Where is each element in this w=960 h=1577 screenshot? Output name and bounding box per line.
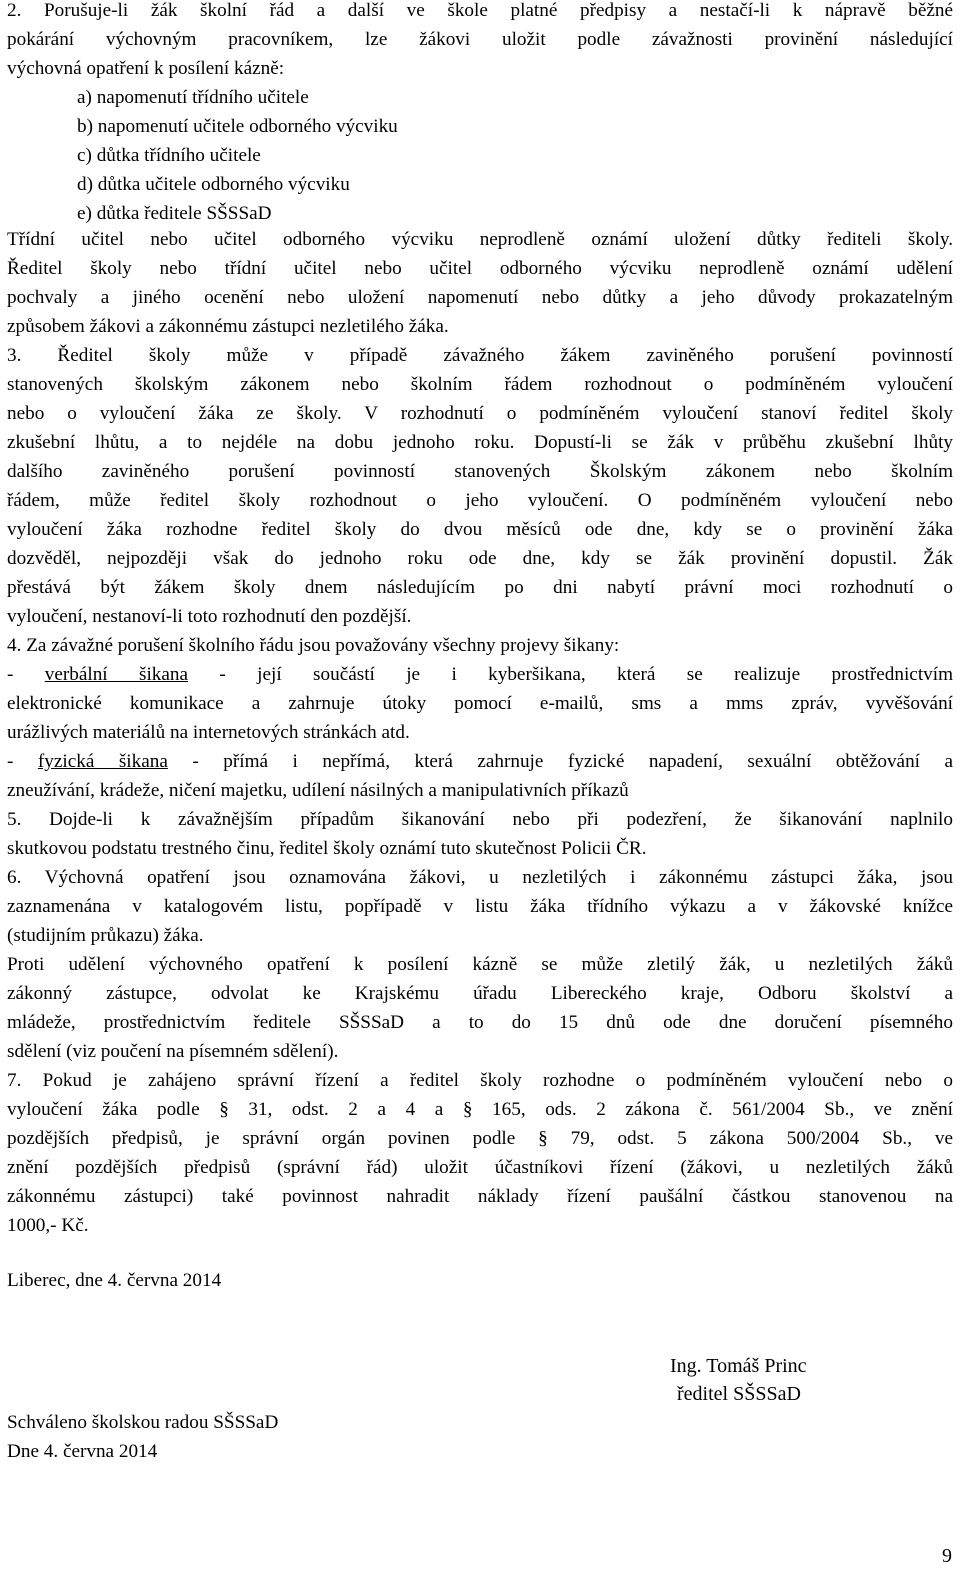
section4-line: urážlivých materiálů na internetových stránkách atd. [7,722,410,743]
section3-line: dozvěděl, nejpozději však do jednoho roku ode dne, kdy se žák provinění dopustil. Žák [7,548,953,569]
section3-line: přestává být žákem školy dnem následujícím po dni nabytí právní moci rozhodnutí o [7,577,953,598]
dash: - [7,664,45,685]
page-number: 9 [942,1545,952,1567]
section5-line: 5. Dojde-li k závažnějším případům šikanování nebo při podezření, že šikanování naplnilo [7,809,953,830]
section5-line: skutkovou podstatu trestného činu, ředitel školy oznámí tuto skutečnost Policii ČR. [7,838,647,859]
list-item: d) důtka učitele odborného výcviku [77,174,350,195]
section2-line: pokárání výchovným pracovníkem, lze žákovi uložit podle závažnosti provinění následující [7,29,953,50]
section4-line: zneužívání, krádeže, ničení majetku, udílení násilných a manipulativních příkazů [7,780,629,801]
section3-line: 3. Ředitel školy může v případě závažného žákem zaviněného porušení povinností [7,345,953,366]
list-item: a) napomenutí třídního učitele [77,87,309,108]
section6-line: zákonný zástupce, odvolat ke Krajskému úřadu Libereckého kraje, Odboru školství a [7,983,953,1004]
section2-line: Třídní učitel nebo učitel odborného výcviku neprodleně oznámí uložení důtky řediteli školy. [7,229,953,250]
section7-line: 7. Pokud je zahájeno správní řízení a ředitel školy rozhodne o podmíněném vyloučení nebo o [7,1070,953,1091]
section4-line: elektronické komunikace a zahrnuje útoky pomocí e-mailů, sms a mms zpráv, vyvěšování [7,693,953,714]
section3-line: vyloučení žáka rozhodne ředitel školy do dvou měsíců ode dne, kdy se o provinění žáka [7,519,953,540]
section7-line: zákonnému zástupci) také povinnost nahradit náklady řízení paušální částkou stanovenou na [7,1186,953,1207]
section2-line: výchovná opatření k posílení kázně: [7,58,285,79]
section4-line [7,751,953,773]
section3-line: vyloučení, nestanoví-li toto rozhodnutí den pozdější. [7,606,412,627]
signatory-title: ředitel SŠSSaD [677,1383,801,1405]
section6-line: 6. Výchovná opatření jsou oznamována žákovi, u nezletilých i zákonnému zástupci žáka, jsou [7,867,953,888]
list-item: c) důtka třídního učitele [77,145,261,166]
section6-line: Proti udělení výchovného opatření k posílení kázně se může zletilý žák, u nezletilých žáků [7,954,953,975]
section7-line: 1000,- Kč. [7,1215,89,1236]
approval-note: Schváleno školskou radou SŠSSaD [7,1412,279,1433]
section2-line: způsobem žákovi a zákonnému zástupci nezletilého žáka. [7,316,449,337]
section3-line: stanovených školským zákonem nebo školním řádem rozhodnout o podmíněném vyloučení [7,374,953,395]
dash: - [7,751,38,772]
section6-line: sdělení (viz poučení na písemném sdělení). [7,1041,339,1062]
section6-line: mládeže, prostřednictvím ředitele SŠSSaD a to do 15 dnů ode dne doručení písemného [7,1012,953,1033]
physical-bullying-description: - přímá i nepřímá, která zahrnuje fyzické napadení, sexuální obtěžování a [167,751,954,772]
section2-line: pochvaly a jiného ocenění nebo uložení napomenutí nebo důtky a jeho důvody prokazatelným [7,287,953,308]
signatory-name: Ing. Tomáš Princ [670,1355,807,1377]
section4-line: 4. Za závažné porušení školního řádu jsou považovány všechny projevy šikany: [7,635,620,656]
place-and-date: Liberec, dne 4. června 2014 [7,1270,222,1291]
list-item: b) napomenutí učitele odborného výcviku [77,116,398,137]
section7-line: pozdějších předpisů, je správní orgán povinen podle § 79, odst. 5 zákona 500/2004 Sb., ve [7,1128,953,1149]
section2-line: 2. Porušuje-li žák školní řád a další ve škole platné předpisy a nestačí-li k nápravě běžné [7,0,953,21]
section2-line: Ředitel školy nebo třídní učitel nebo učitel odborného výcviku neprodleně oznámí udělení [7,258,953,279]
section3-line: dalšího zaviněného porušení povinností stanovených Školským zákonem nebo školním [7,461,953,482]
section7-line: znění pozdějších předpisů (správní řád) uložit účastníkovi řízení (žákovi, u nezletilých žáků [7,1157,953,1178]
section4-line [7,664,953,686]
section7-line: vyloučení žáka podle § 31, odst. 2 a 4 a § 165, ods. 2 zákona č. 561/2004 Sb., ve znění [7,1099,953,1120]
section3-line: zkušební lhůtu, a to nejdéle na dobu jednoho roku. Dopustí-li se žák v průběhu zkušební lhůty [7,432,953,453]
verbal-bullying-term: verbální šikana [44,664,189,685]
physical-bullying-term: fyzická šikana [37,751,168,772]
verbal-bullying-description: - její součástí je i kyberšikana, která se realizuje prostřednictvím [188,664,954,685]
section3-line: nebo o vyloučení žáka ze školy. V rozhodnutí o podmíněném vyloučení stanoví ředitel školy [7,403,953,424]
section6-line: zaznamenána v katalogovém listu, popřípadě v listu žáka třídního výkazu a v žákovské knížce [7,896,953,917]
section6-line: (studijním průkazu) žáka. [7,925,204,946]
list-item: e) důtka ředitele SŠSSaD [77,203,272,224]
section3-line: řádem, může ředitel školy rozhodnout o jeho vyloučení. O podmíněném vyloučení nebo [7,490,953,511]
approval-date: Dne 4. června 2014 [7,1441,158,1462]
